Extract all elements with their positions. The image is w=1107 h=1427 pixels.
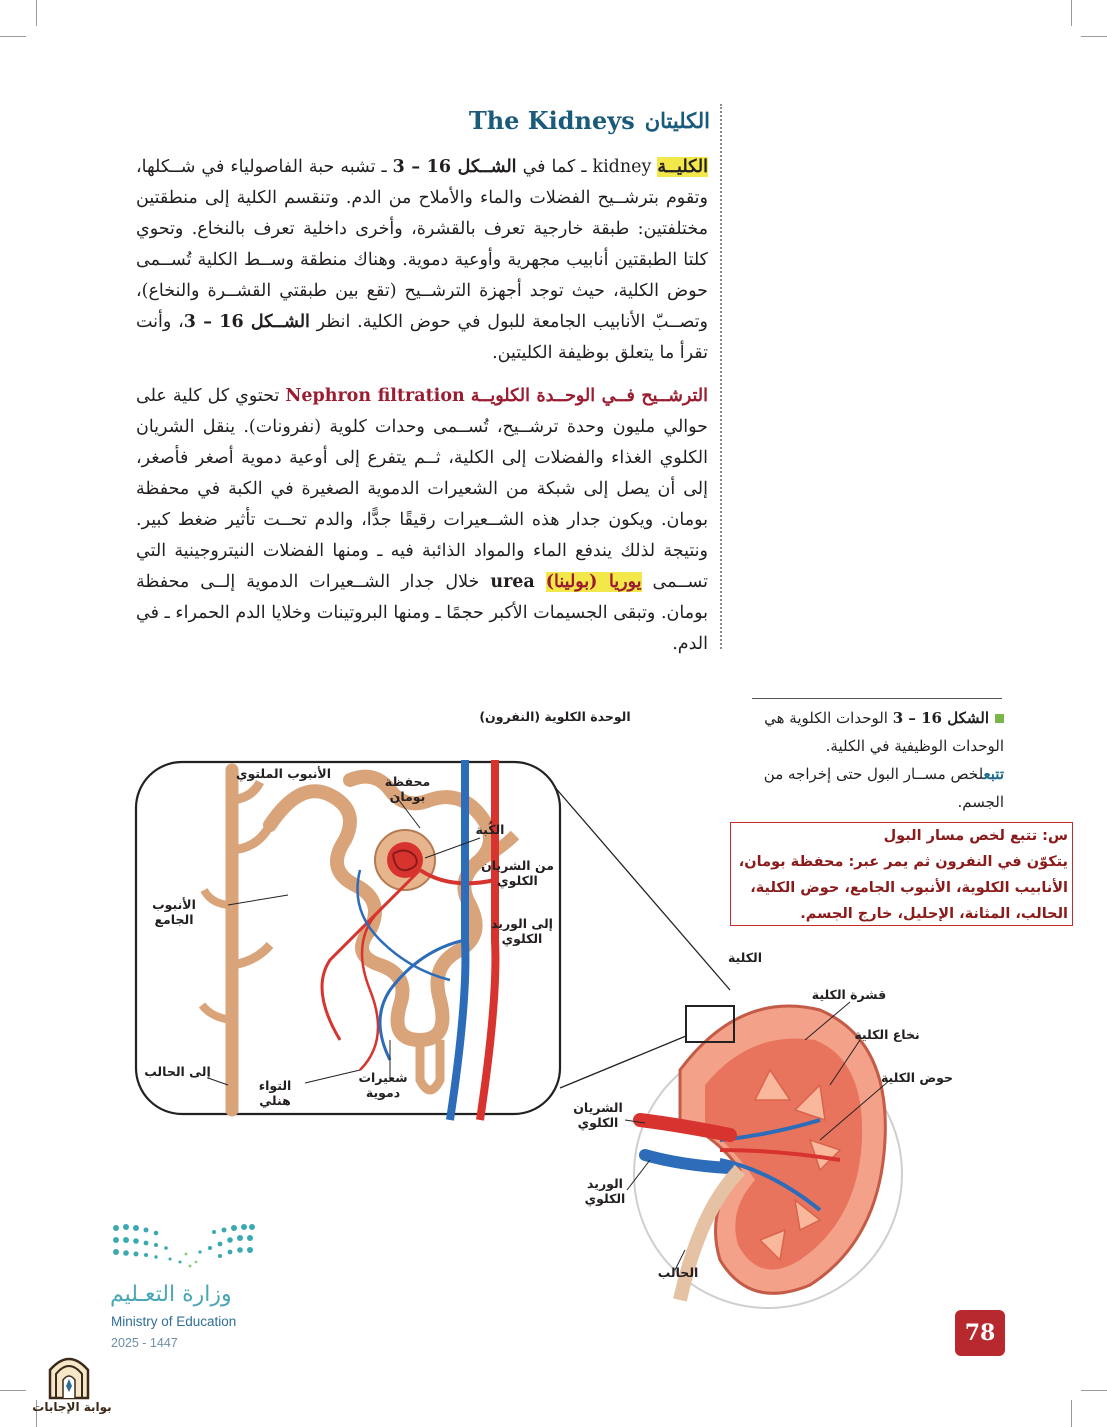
label-ureter: الحالب	[657, 1265, 699, 1280]
figure-ref: الشــكل 16 – 3	[183, 312, 310, 332]
paragraph-text: خلال جدار الشــعيرات الدموية إلــى محفظة بومان. وتبقى الجسيمات الأكبر حجمًا ـ ومنها البروتينات وخلايا الدم الحمراء ـ في الدم.	[136, 572, 708, 654]
label-cortex: قشرة الكلية	[811, 987, 887, 1002]
label-to-vein: إلى الوريد الكلوي	[491, 916, 553, 946]
label-from-artery: من الشريان الكلوي	[481, 858, 554, 888]
crop-mark	[0, 1390, 26, 1391]
caption-text: الوحدات الكلوية هي الوحدات الوظيفية في الكلية.	[764, 709, 1004, 755]
paragraph-kidney	[136, 152, 708, 369]
term-nephron-filtration: الترشــيح فــي الوحــدة الكلويــة	[470, 386, 708, 406]
paragraph-nephron	[136, 381, 708, 660]
crop-mark	[1081, 36, 1107, 37]
figure-ref: الشــكل 16 – 3	[392, 157, 517, 177]
crop-mark	[0, 36, 26, 37]
ministry-name-english: Ministry of Education	[111, 1314, 237, 1329]
crop-mark	[1071, 0, 1072, 26]
caption-trace-keyword: تتبع	[983, 765, 1004, 783]
caption-trace-text: لخص مســار البول حتى إخراجه من الجسم.	[763, 765, 1004, 811]
label-pelvis: حوض الكلية	[880, 1070, 954, 1085]
paragraph-text: تحتوي كل كلية على حوالي مليون وحدة ترشــيح، تُســمى وحدات كلوية (نفرونات). ينقل الشريان الكلوي الغذاء والفضلات إلى الكلية، ثــم يتفرع إلى أوعية دموية أصغر فأصغر، إلى أن يصل إلى شبكة من الشعيرات الدموية الصغيرة في الكبة في محفظة بومان. ويكون جدار هذه الشــعيرات رقيقًا جدًّا، والدم تحــت تأثير ضغط كبير. ونتيجة لذلك يندفع الماء والمواد الذائبة فيه ـ ومنها الفضلات النيتروجينية التي تســمى	[136, 386, 708, 592]
answer-box	[730, 822, 1073, 926]
answers-gate-text: بوابة الإجابات	[32, 1400, 112, 1414]
label-bowman-capsule: محفظة بومان	[384, 774, 431, 804]
ministry-year: 2025 - 1447	[111, 1336, 178, 1350]
caption-rule	[752, 698, 1002, 699]
nephron-title: الوحدة الكلوية (النفرون)	[479, 709, 631, 724]
crop-mark	[36, 0, 37, 26]
term-kidney: الكليــة	[657, 157, 708, 177]
label-renal-artery: الشريان الكلوي	[573, 1100, 623, 1130]
label-glomerulus: الكُبة	[475, 822, 505, 837]
label-renal-vein: الوريد الكلوي	[584, 1176, 626, 1206]
ministry-name-arabic: وزارة التعـليم	[110, 1282, 232, 1307]
margin-divider	[720, 104, 722, 649]
paragraph-text: ، وأنت تقرأ ما يتعلق بوظيفة الكليتين.	[136, 312, 708, 363]
answers-gate-logo-icon	[46, 1348, 92, 1400]
term-nephron-filtration-en: Nephron filtration	[285, 386, 465, 406]
caption-marker-icon	[995, 714, 1004, 723]
label-collecting-duct: الأنبوب الجامع	[152, 897, 196, 927]
label-to-ureter: إلى الحالب	[144, 1064, 211, 1079]
paragraph-text: ـ تشبه حبة الفاصولياء في شــكلها، وتقوم بترشــيح الفضلات والماء والأملاح من الدم. وتنقسم الكلية إلى منطقتين مختلفتين: طبقة خارجية تعرف بالقشرة، وأخرى داخلية تعرف بالنخاع. وتحوي كلتا الطبقتين أنابيب مجهرية وأوعية دموية. وهناك منطقة وســط الكلية تُســمى حوض الكلية، حيث توجد أجهزة الترشــيح (تقع بين طبقتي القشــرة والنخاع)، وتصــبّ الأنابيب الجامعة للبول في حوض الكلية. انظر	[136, 157, 709, 332]
label-kidney: الكلية	[727, 950, 763, 965]
crop-mark	[1081, 1390, 1107, 1391]
heading-english: The Kidneys	[468, 105, 635, 135]
section-heading	[440, 102, 710, 138]
label-loop-henle: التواء هنلي	[258, 1078, 292, 1108]
term-urea: يوريا (بولينا)	[545, 572, 642, 592]
term-kidney-en: kidney	[592, 157, 652, 177]
figure-caption	[744, 704, 1004, 816]
caption-figure-number: الشكل 16 – 3	[892, 709, 989, 727]
crop-mark	[1071, 1400, 1072, 1427]
paragraph-text: ـ كما في	[516, 157, 593, 177]
heading-arabic: الكليتان	[644, 107, 710, 133]
label-medulla: نخاع الكلية	[854, 1027, 920, 1042]
answer-text: يتكوّن في النفرون ثم يمر عبر: محفظة بومان، الأنابيب الكلوية، الأنبوب الجامع، حوض الكلية، الحالب، المثانة، الإحليل، خارج الجسم.	[738, 854, 1068, 922]
page-number: 78	[955, 1310, 1005, 1356]
label-convoluted-tubule: الأنبوب الملتوي	[236, 766, 331, 781]
ministry-logo-icon	[110, 1222, 256, 1272]
term-urea-en: urea	[490, 572, 535, 592]
label-capillaries: شعيرات دموية	[358, 1070, 408, 1100]
answer-question: س: تتبع لخص مسار البول	[883, 828, 1068, 844]
